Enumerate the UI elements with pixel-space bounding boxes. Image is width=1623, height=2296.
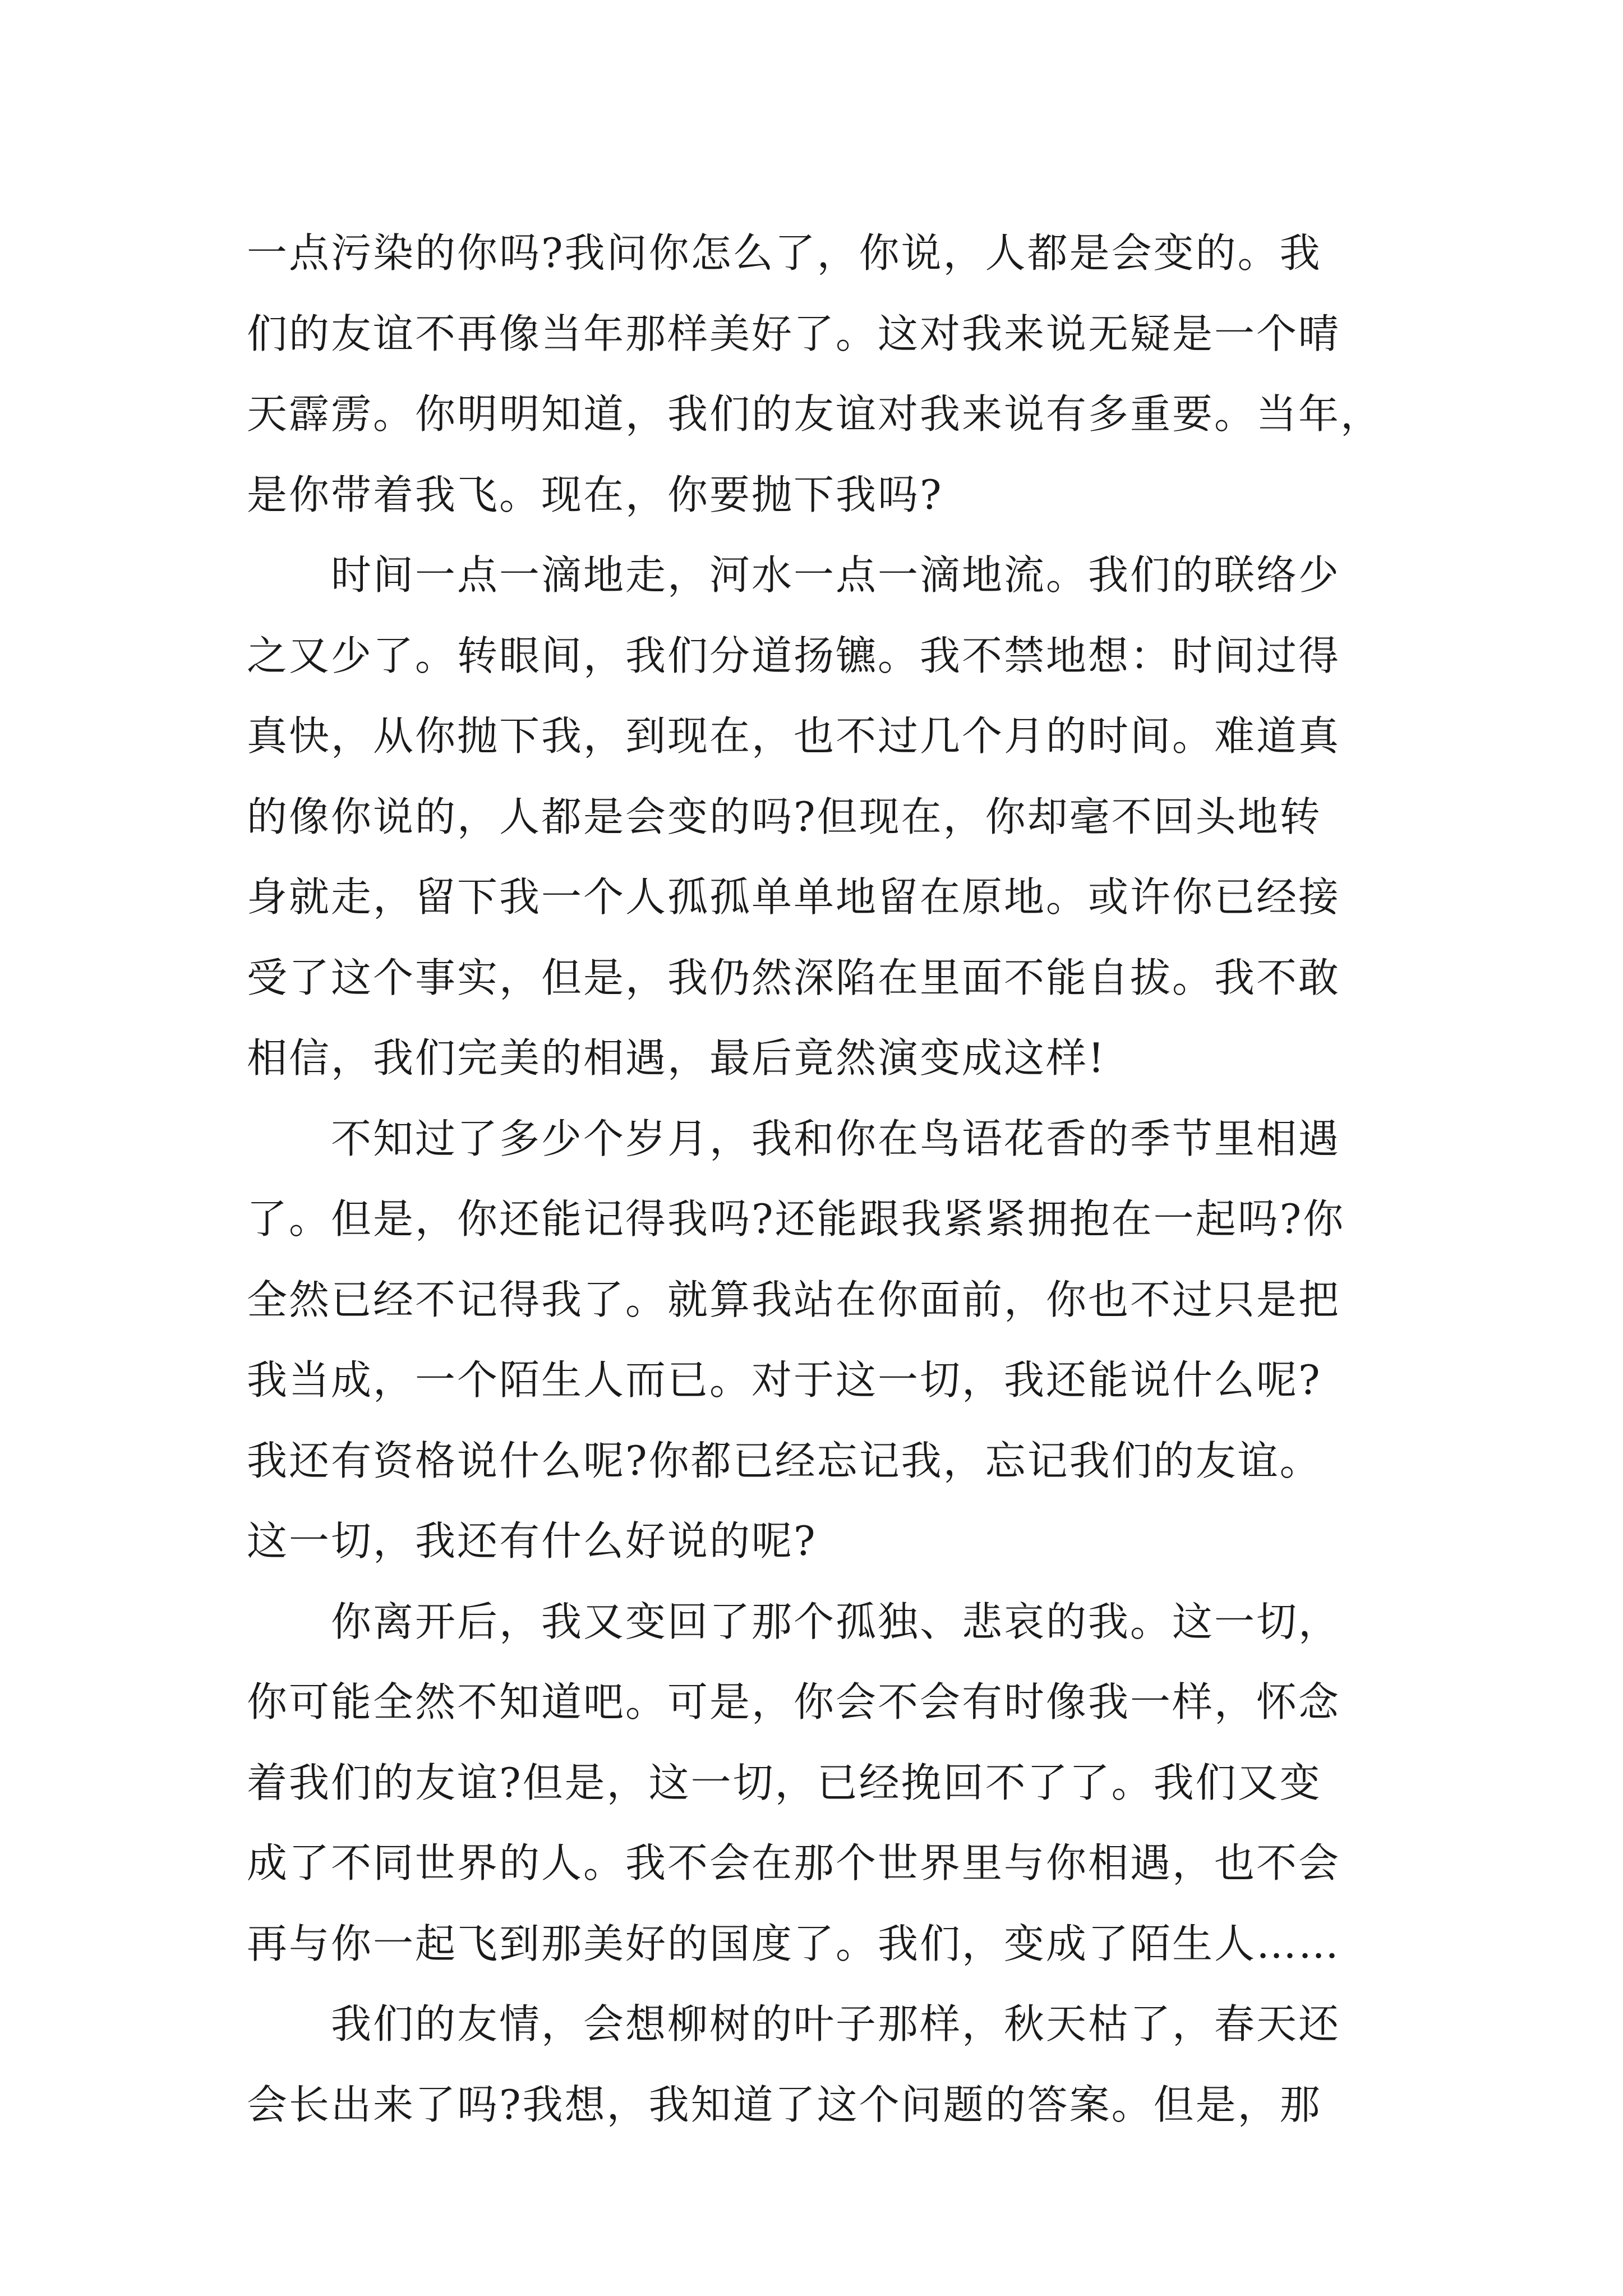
text-line: 一点污染的你吗?我问你怎么了，你说，人都是会变的。我: [247, 229, 1322, 277]
document-page: [247, 213, 1391, 2145]
text-line: 我们的友情，会想柳树的叶子那样，秋天枯了，春天还: [247, 2000, 1341, 2047]
text-line: 之又少了。转眼间，我们分道扬镳。我不禁地想：时间过得: [247, 632, 1341, 679]
text-line: 受了这个事实，但是，我仍然深陷在里面不能自拔。我不敢: [247, 954, 1341, 1001]
text-line: 我当成，一个陌生人而已。对于这一切，我还能说什么呢?: [247, 1356, 1322, 1404]
text-line: 真快，从你抛下我，到现在，也不过几个月的时间。难道真: [247, 712, 1341, 760]
text-line: 我还有资格说什么呢?你都已经忘记我，忘记我们的友谊。: [247, 1437, 1322, 1484]
text-line: 着我们的友谊?但是，这一切，已经挽回不了了。我们又变: [247, 1759, 1322, 1806]
text-line: 了。但是，你还能记得我吗?还能跟我紧紧拥抱在一起吗?你: [247, 1195, 1345, 1243]
text-line: 这一切，我还有什么好说的呢?: [247, 1517, 817, 1565]
text-line: 你可能全然不知道吧。可是，你会不会有时像我一样，怀念: [247, 1678, 1341, 1726]
text-line: 再与你一起飞到那美好的国度了。我们，变成了陌生人……: [247, 1920, 1341, 1967]
text-line: 身就走，留下我一个人孤孤单单地留在原地。或许你已经接: [247, 873, 1341, 921]
text-line: 会长出来了吗?我想，我知道了这个问题的答案。但是，那: [247, 2081, 1322, 2128]
text-line: 是你带着我飞。现在，你要抛下我吗?: [247, 471, 943, 518]
text-line: 成了不同世界的人。我不会在那个世界里与你相遇，也不会: [247, 1839, 1341, 1887]
text-line: 时间一点一滴地走，河水一点一滴地流。我们的联络少: [247, 551, 1341, 599]
text-line: 不知过了多少个岁月，我和你在鸟语花香的季节里相遇: [247, 1115, 1341, 1162]
text-line: 天霹雳。你明明知道，我们的友谊对我来说有多重要。当年，: [247, 390, 1383, 438]
text-line: 相信，我们完美的相遇，最后竟然演变成这样!: [247, 1034, 1106, 1082]
text-line: 全然已经不记得我了。就算我站在你面前，你也不过只是把: [247, 1276, 1341, 1323]
text-line: 的像你说的，人都是会变的吗?但现在，你却毫不回头地转: [247, 793, 1322, 840]
text-line: 们的友谊不再像当年那样美好了。这对我来说无疑是一个晴: [247, 310, 1341, 357]
text-line: 你离开后，我又变回了那个孤独、悲哀的我。这一切，: [247, 1598, 1341, 1645]
